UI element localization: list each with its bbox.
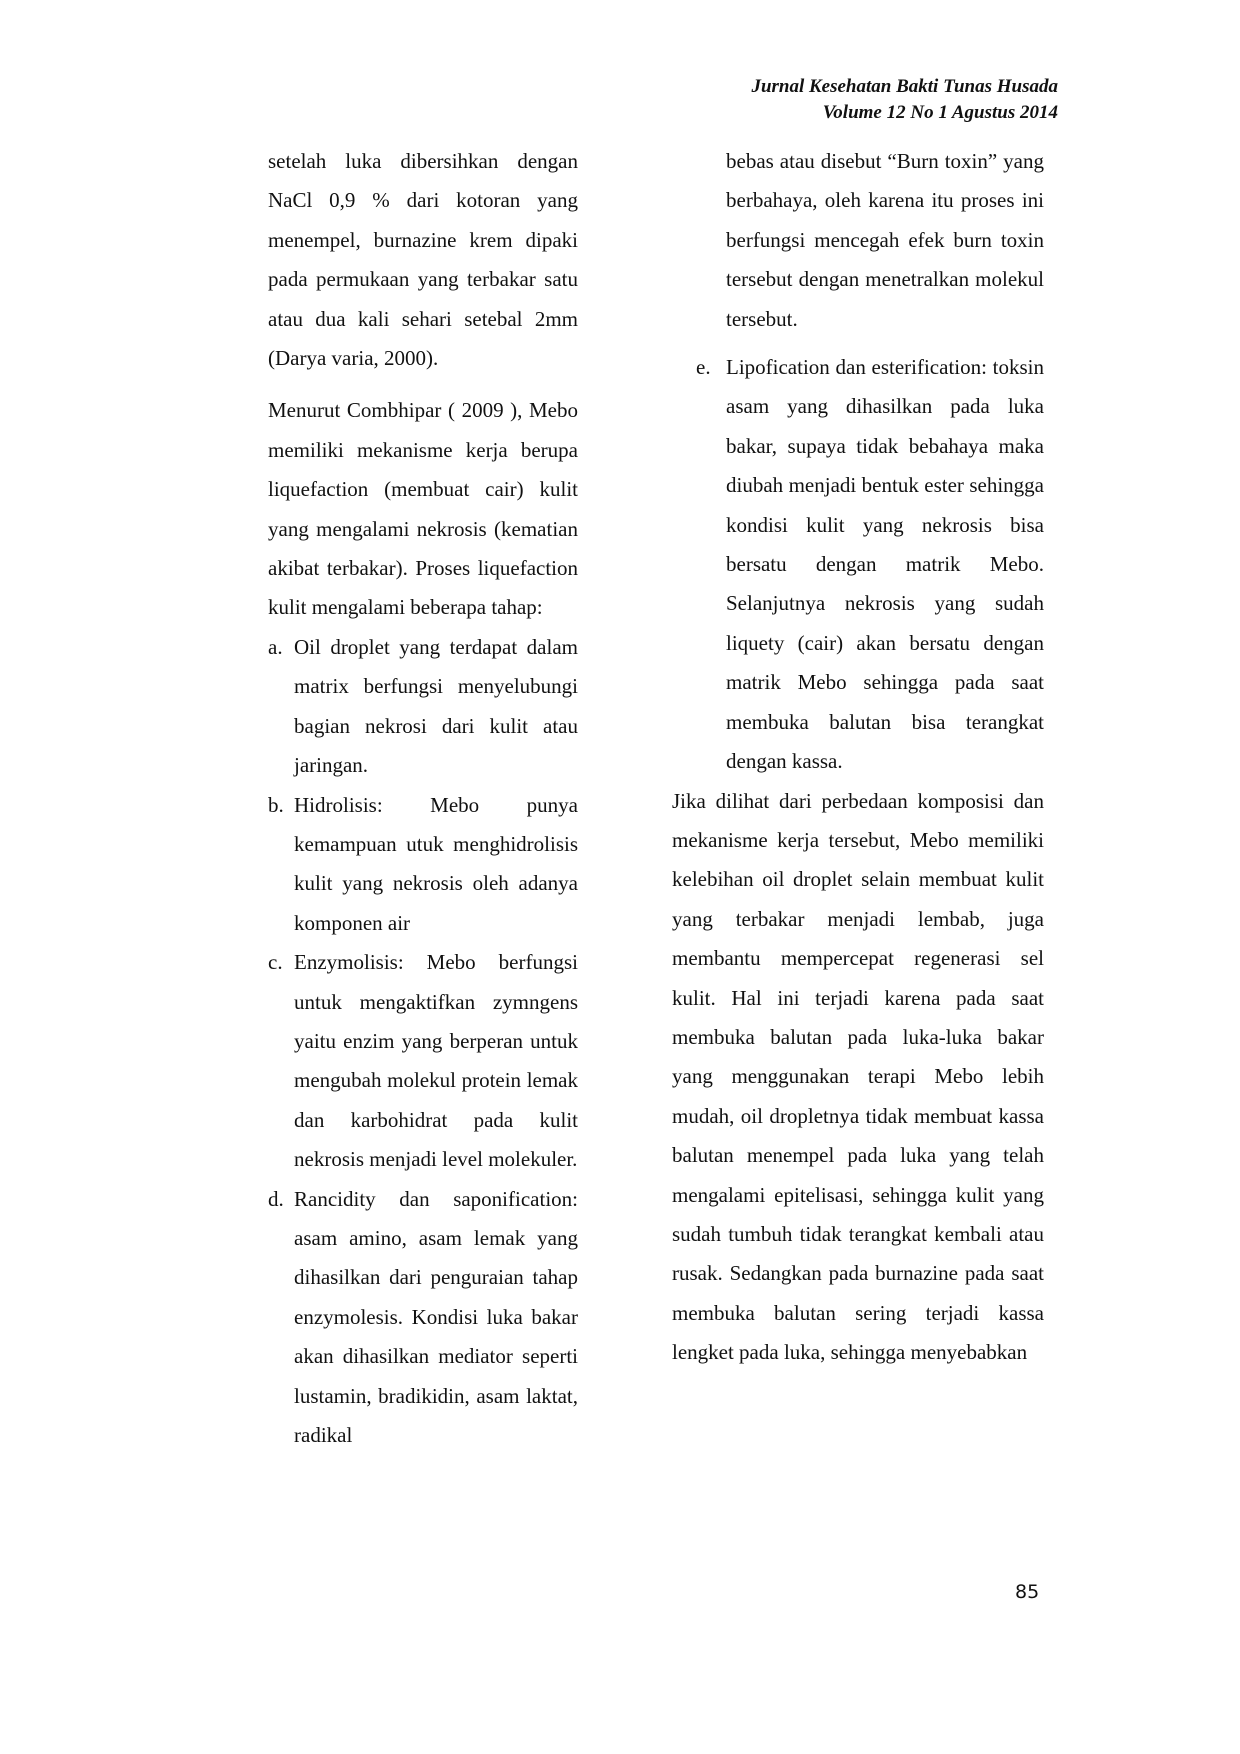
list-item (268, 628, 578, 786)
paragraph: setelah luka dibersihkan dengan NaCl 0,9 % dari kotoran yang menempel, burnazine krem dipaki pada permukaan yang terbakar satu atau dua kali sehari setebal 2mm (Darya varia, 2000). (268, 149, 578, 371)
paragraph: Menurut Combhipar ( 2009 ), Mebo memiliki mekanisme kerja berupa liquefaction (membuat cair) kulit yang mengalami nekrosis (kematian akibat terbakar). Proses liquefaction kulit mengalami beberapa tahap: (268, 398, 578, 620)
list-item-text: Rancidity dan saponification: asam amino, asam lemak yang dihasilkan dari penguraian tahap enzymolesis. Kondisi luka bakar akan dihasilkan mediator seperti lustamin, bradikidin, asam laktat, radikal (294, 1186, 578, 1447)
list-marker: a. (268, 634, 283, 659)
list-item (268, 1180, 578, 1456)
page-number: 85 (1015, 1581, 1040, 1603)
list-marker: e. (696, 355, 711, 380)
right-column (672, 142, 1044, 1373)
list-item (672, 348, 1044, 781)
left-column (268, 142, 578, 1455)
list-marker: b. (268, 792, 284, 817)
journal-title: Jurnal Kesehatan Bakti Tunas Husada (751, 76, 1058, 97)
list-item (268, 786, 578, 944)
list-marker: c. (268, 950, 283, 975)
paragraph: Jika dilihat dari perbedaan komposisi dan mekanisme kerja tersebut, Mebo memiliki kelebihan oil droplet selain membuat kulit yang terbakar menjadi lembab, juga membantu mempercepat regenerasi sel kulit. Hal ini terjadi karena pada saat membuka balutan pada luka-luka bakar yang menggunakan terapi Mebo lebih mudah, oil dropletnya tidak membuat kassa balutan menempel pada luka yang telah mengalami epitelisasi, sehingga kulit yang sudah tumbuh tidak terangkat kembali atau rusak. Sedangkan pada burnazine pada saat membuka balutan sering terjadi kassa lengket pada luka, sehingga menyebabkan (672, 788, 1044, 1365)
list-item (268, 943, 578, 1179)
list-item-text: Oil droplet yang terdapat dalam matrix berfungsi menyelubungi bagian nekrosi dari kulit atau jaringan. (294, 634, 578, 778)
journal-volume: Volume 12 No 1 Agustus 2014 (822, 102, 1058, 123)
liquefaction-stage-list-continued (672, 348, 1044, 781)
running-header (751, 74, 1058, 126)
list-item-continuation: bebas atau disebut “Burn toxin” yang berbahaya, oleh karena itu proses ini berfungsi mencegah efek burn toxin tersebut dengan menetralkan molekul tersebut. (726, 149, 1044, 331)
list-item-text: Hidrolisis: Mebo punya kemampuan utuk menghidrolisis kulit yang nekrosis oleh adanya komponen air (294, 792, 578, 935)
list-item-text: Enzymolisis: Mebo berfungsi untuk mengaktifkan zymngens yaitu enzim yang berperan untuk mengubah molekul protein lemak dan karbohidrat pada kulit nekrosis menjadi level molekuler. (294, 950, 578, 1172)
list-item-text: Lipofication dan esterification: toksin asam yang dihasilkan pada luka bakar, supaya tidak bebahaya maka diubah menjadi bentuk ester sehingga kondisi kulit yang nekrosis bisa bersatu dengan matrik Mebo. Selanjutnya nekrosis yang sudah liquety (cair) akan bersatu dengan matrik Mebo sehingga pada saat membuka balutan bisa terangkat dengan kassa. (726, 355, 1044, 774)
liquefaction-stage-list (268, 628, 578, 1456)
list-marker: d. (268, 1186, 284, 1211)
